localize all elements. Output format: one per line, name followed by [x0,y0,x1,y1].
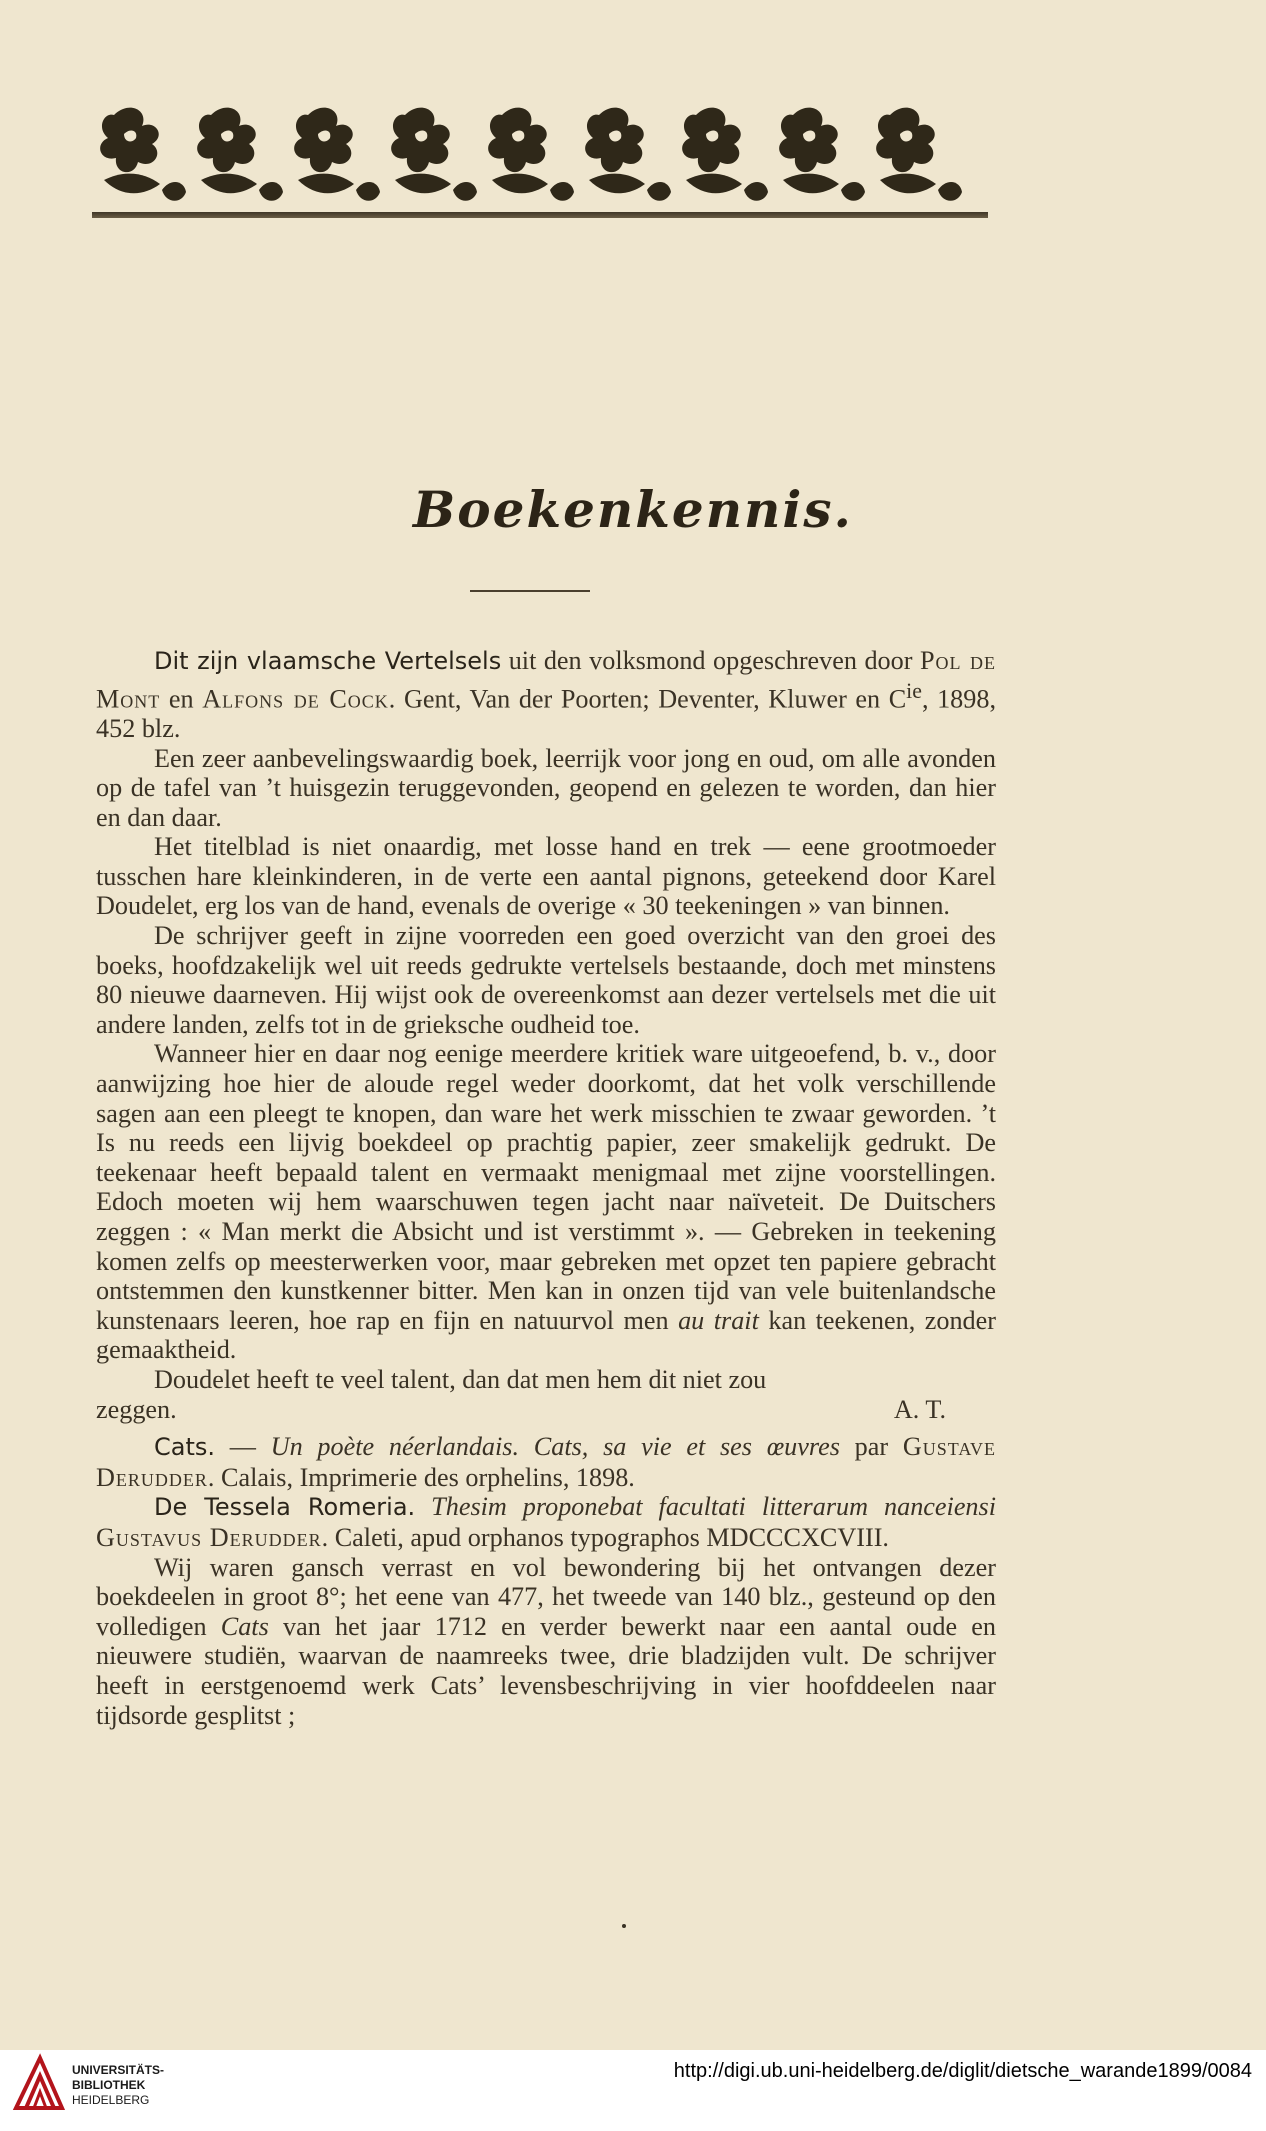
book-title: Dit zijn vlaamsche Vertelsels [154,647,502,675]
author-name: Alfons de Cock [202,684,389,714]
page-mark [622,1924,626,1928]
floral-ornament-band [92,100,988,216]
paragraph-2: Een zeer aanbevelingswaardig boek, leerrijk voor jong en oud, om alle avonden op de tafel van ’t huisgezin teruggevonden, geopend en gelezen te worden, dan hier en dan daar. [96,743,996,832]
ornament-rule [92,212,988,218]
body-text [96,646,996,1730]
signature: A. T. [893,1394,946,1424]
paragraph-1: Dit zijn vlaamsche Vertelsels uit den volksmond opgeschreven door Pol de Mont en Alfons de Cock. Gent, Van der Poorten; Deventer, Kluwer en $C^{ie}$, 1898, 452 blz. [96,646,997,743]
library-name[interactable]: UNIVERSITÄTS- BIBLIOTHEK HEIDELBERG [72,2063,165,2107]
paragraph-6: Doudelet heeft te veel talent, dan dat men hem dit niet zou [154,1364,767,1394]
source-url-link[interactable]: http://digi.ub.uni-heidelberg.de/diglit/dietsche_warande1899/0084 [673,2060,1252,2082]
paragraph-3: Het titelblad is niet onaardig, met losse hand en trek — eene grootmoeder tusschen hare kleinkinderen, in de verte een aantal pignons, geteekend door Karel Doudelet, erg los van de hand, evenals de overige « 30 teekeningen » van binnen. [96,832,996,921]
library-logo-icon[interactable] [10,2050,66,2120]
author-name: Gustavus Derudder [96,1522,322,1552]
author-name: Gustave Derudder [96,1432,996,1492]
title-rule [470,590,590,592]
author-name: Pol de Mont [96,646,996,714]
paragraph-9: Wij waren gansch verrast en vol bewondering bij het ontvangen dezer boekdeelen in groot 8°; het eene van 477, het tweede van 140 blz., gesteund op den volledigen Cats van het jaar 1712 en verder bewerkt naar een aantal oude en nieuwere studiën, waarvan de naamreeks twee, drie bladzijden vult. De schrijver heeft in eerstgenoemd werk Cats’ levensbeschrijving in vier hoofddeelen naar tijdsorde gesplitst ; [96,1552,996,1730]
page-title: Boekenkennis. [413,480,853,539]
signature-line: zeggen. A. T. [96,1395,996,1425]
paragraph-5: Wanneer hier en daar nog eenige meerdere kritiek ware uitgeoefend, b. v., door aanwijzing hoe hier de aloude regel weder doorkomt, dat het volk verschillende sagen aan een pleegt te knopen, dan ware het werk misschien te zwaar geworden. ’t Is nu reeds een lijvig boekdeel op prachtig papier, zeer smakelijk gedrukt. De teekenaar heeft bepaald talent en vermaakt menigmaal met zijne voorstellingen. Edoch moeten wij hem waarschuwen tegen jacht naar naïveteit. De Duitschers zeggen : « Man merkt die Absicht und ist verstimmt ». — Gebreken in teekening komen zelfs op meesterwerken voor, maar gebreken met opzet ten papiere gebracht ontstemmen den kunstkenner bitter. Men kan in onzen tijd van vele buitenlandsche kunstenaars leeren, hoe rap en fijn en natuurvol men au trait kan teekenen, zonder gemaaktheid. [96,1039,996,1365]
paragraph-7: Cats. — Un poète néerlandais. Cats, sa vie et ses œuvres par Gustave Derudder. Calais, Imprimerie des orphelins, 1898. [96,1432,996,1492]
paragraph-4: De schrijver geeft in zijne voorreden een goed overzicht van den groei des boeks, hoofdzakelijk wel uit reeds gedrukte vertelsels bestaande, doch met minstens 80 nieuwe daarneven. Hij wijst ook de overeenkomst aan dezer vertelsels met die uit andere landen, zelfs tot in de grieksche oudheid toe. [96,921,996,1039]
paragraph-8: De Tessela Romeria. Thesim proponebat facultati litterarum nanceiensi Gustavus Derudder. Caleti, apud orphanos typographos MDCCCXCVIII. [96,1492,996,1552]
